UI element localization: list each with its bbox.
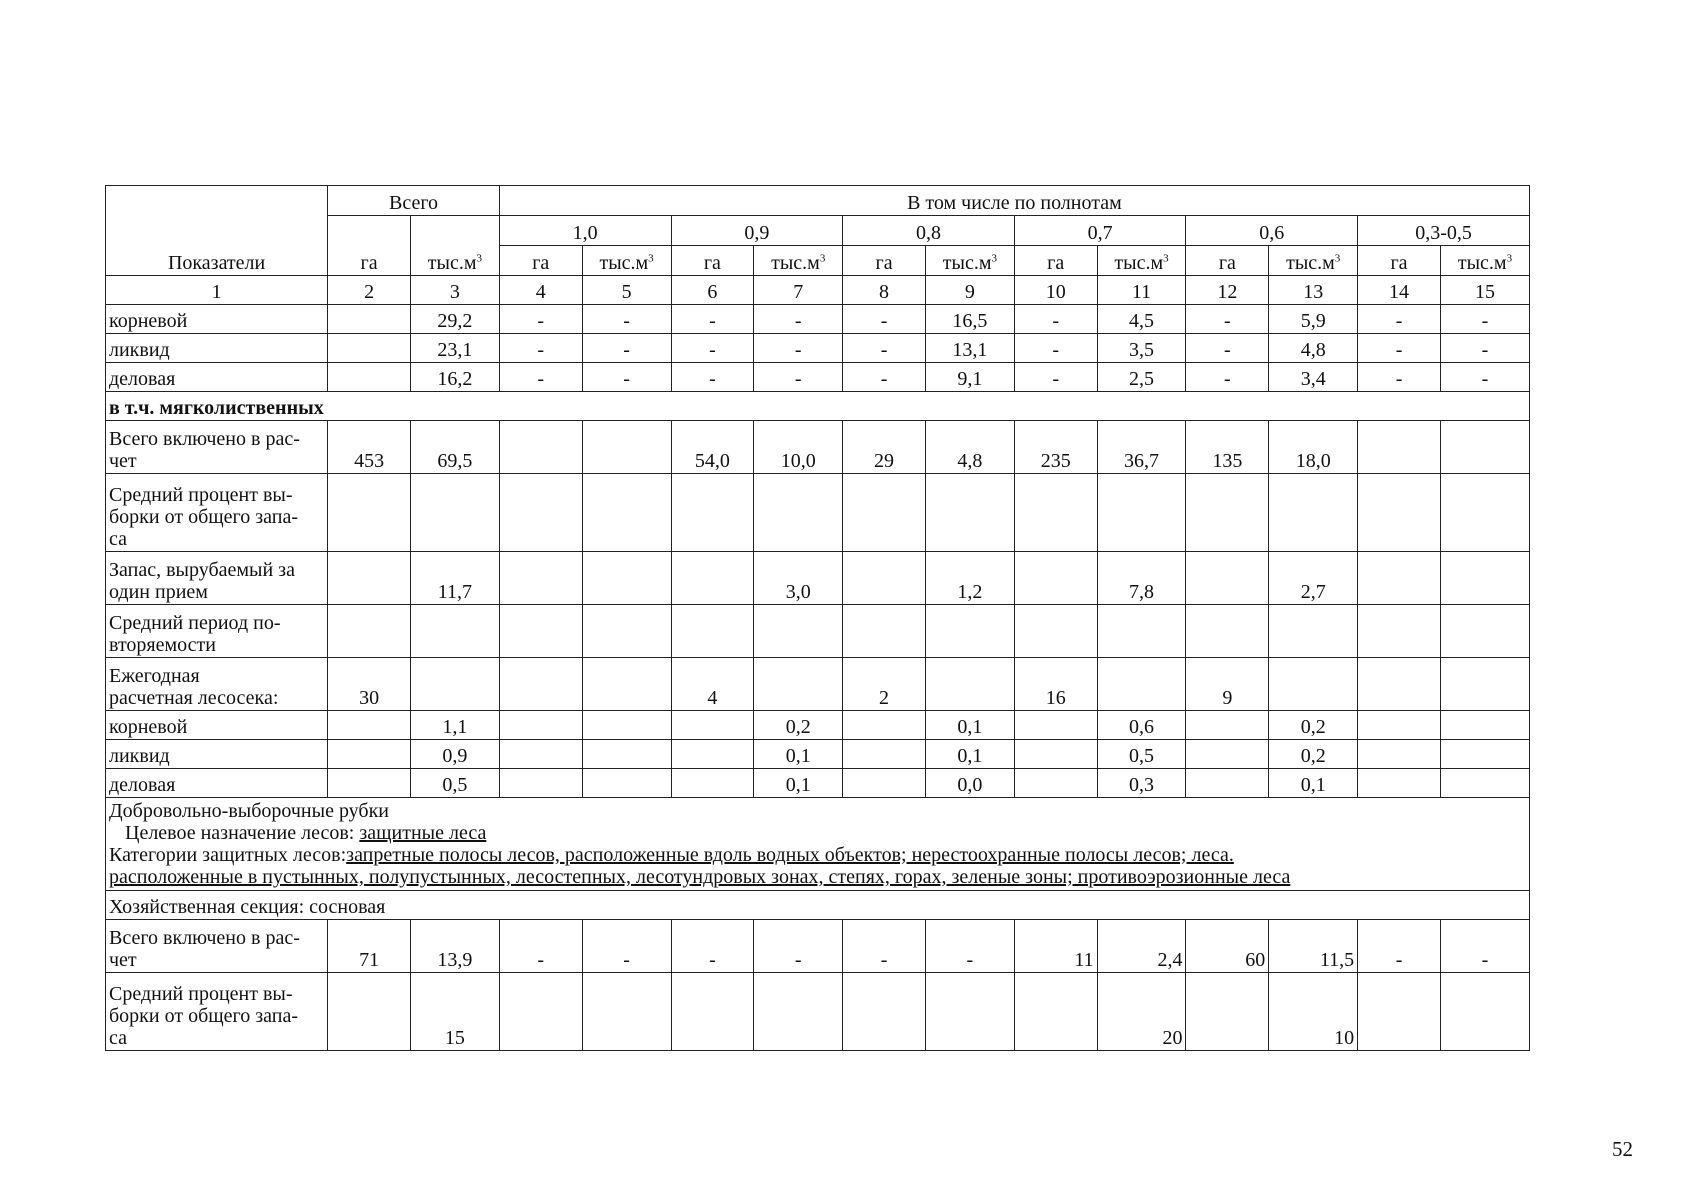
col-number: 10 — [1014, 276, 1097, 305]
col-number: 11 — [1097, 276, 1186, 305]
table-cell: - — [925, 920, 1014, 973]
table-cell: 0,0 — [925, 769, 1014, 798]
table-cell: - — [671, 334, 754, 363]
table-cell: 2,5 — [1097, 363, 1186, 392]
table-cell: 1,2 — [925, 552, 1014, 605]
header-unit-ha: га — [671, 246, 754, 276]
header-density-2: 0,9 — [671, 216, 843, 246]
col-number: 2 — [328, 276, 411, 305]
table-cell — [671, 740, 754, 769]
table-cell: - — [671, 920, 754, 973]
table-cell: - — [582, 334, 671, 363]
table-cell — [1440, 605, 1529, 658]
table-cell — [843, 474, 926, 552]
table-cell: - — [1358, 920, 1441, 973]
table-cell — [925, 474, 1014, 552]
cutting-type: Добровольно-выборочные рубки — [109, 800, 390, 822]
table-cell — [499, 711, 582, 740]
table-cell: 16 — [1014, 658, 1097, 711]
table-cell — [843, 552, 926, 605]
table-cell: 20 — [1097, 973, 1186, 1051]
table-cell — [1358, 740, 1441, 769]
table-cell — [499, 769, 582, 798]
header-unit-ha: га — [1186, 246, 1269, 276]
table-cell — [499, 605, 582, 658]
table-cell — [328, 740, 411, 769]
header-total-ha: га — [328, 216, 411, 276]
row-label: Средний период по- вторяемости — [106, 605, 328, 658]
row-label: Запас, вырубаемый за один прием — [106, 552, 328, 605]
table-cell — [754, 658, 843, 711]
header-unit-vol: $тыс.м^3$ — [582, 246, 671, 276]
table-cell: - — [582, 305, 671, 334]
table-cell: 54,0 — [671, 421, 754, 474]
table-cell: 0,5 — [410, 769, 499, 798]
col-number: 3 — [410, 276, 499, 305]
table-cell: - — [1186, 363, 1269, 392]
notes-cell — [106, 798, 1530, 891]
table-cell: - — [843, 363, 926, 392]
section-row — [106, 392, 1530, 421]
header-density-5: 0,6 — [1186, 216, 1358, 246]
table-cell: 0,2 — [754, 711, 843, 740]
page-number: 52 — [1612, 1137, 1633, 1161]
table-cell: 0,1 — [925, 711, 1014, 740]
table-cell: 7,8 — [1097, 552, 1186, 605]
table-cell — [1186, 973, 1269, 1051]
table-row — [106, 605, 1530, 658]
row-label: деловая — [106, 363, 328, 392]
table-cell — [582, 552, 671, 605]
table-cell — [1014, 605, 1097, 658]
table-cell — [1440, 474, 1529, 552]
table-row — [106, 920, 1530, 973]
table-row — [106, 363, 1530, 392]
table-cell — [1014, 474, 1097, 552]
table-cell: 3,4 — [1269, 363, 1358, 392]
table-row — [106, 334, 1530, 363]
table-cell — [1186, 552, 1269, 605]
table-cell: - — [1440, 363, 1529, 392]
table-cell: 10,0 — [754, 421, 843, 474]
table-cell — [1358, 474, 1441, 552]
table-cell — [328, 363, 411, 392]
col-number: 12 — [1186, 276, 1269, 305]
table-cell: 0,5 — [1097, 740, 1186, 769]
table-row — [106, 305, 1530, 334]
header-unit-vol: $тыс.м^3$ — [1097, 246, 1186, 276]
table-cell: 0,6 — [1097, 711, 1186, 740]
table-cell: - — [1358, 363, 1441, 392]
table-cell — [499, 421, 582, 474]
row-label: корневой — [106, 711, 328, 740]
table-cell — [1014, 552, 1097, 605]
table-cell: - — [499, 334, 582, 363]
table-cell — [671, 711, 754, 740]
header-density-3: 0,8 — [843, 216, 1015, 246]
col-number: 6 — [671, 276, 754, 305]
table-cell: 60 — [1186, 920, 1269, 973]
header-unit-ha: га — [843, 246, 926, 276]
section-soft-heading: в т.ч. мягколиственных — [106, 392, 1530, 421]
table-cell: 453 — [328, 421, 411, 474]
col-number: 5 — [582, 276, 671, 305]
table-cell — [1186, 740, 1269, 769]
table-cell: 4,8 — [1269, 334, 1358, 363]
table-cell — [1440, 421, 1529, 474]
table-cell — [925, 605, 1014, 658]
table-cell: - — [499, 305, 582, 334]
table-cell: - — [754, 363, 843, 392]
table-cell — [1269, 658, 1358, 711]
table-cell — [843, 740, 926, 769]
header-row-1 — [106, 186, 1530, 216]
table-cell — [925, 973, 1014, 1051]
table-cell: 4,8 — [925, 421, 1014, 474]
table-cell — [925, 658, 1014, 711]
table-cell — [328, 605, 411, 658]
col-number: 9 — [925, 276, 1014, 305]
table-cell: - — [754, 305, 843, 334]
section-row — [106, 891, 1530, 920]
table-cell: 0,1 — [925, 740, 1014, 769]
table-row — [106, 421, 1530, 474]
table-cell — [582, 421, 671, 474]
col-number: 7 — [754, 276, 843, 305]
table-cell — [582, 740, 671, 769]
table-cell: - — [754, 920, 843, 973]
table-cell — [1358, 552, 1441, 605]
table-row — [106, 552, 1530, 605]
notes-row — [106, 798, 1530, 891]
table-cell: 69,5 — [410, 421, 499, 474]
table-cell — [1440, 769, 1529, 798]
table-cell: 11,5 — [1269, 920, 1358, 973]
table-cell: - — [754, 334, 843, 363]
table-cell — [328, 711, 411, 740]
table-cell: 0,1 — [1269, 769, 1358, 798]
row-label: ликвид — [106, 334, 328, 363]
table-cell: 3,5 — [1097, 334, 1186, 363]
table-cell — [671, 605, 754, 658]
table-cell: 1,1 — [410, 711, 499, 740]
table-cell: 2 — [843, 658, 926, 711]
table-cell — [582, 605, 671, 658]
table-cell: 4,5 — [1097, 305, 1186, 334]
table-cell: - — [1440, 334, 1529, 363]
table-cell: 5,9 — [1269, 305, 1358, 334]
table-cell: 71 — [328, 920, 411, 973]
table-cell: 0,3 — [1097, 769, 1186, 798]
header-unit-ha: га — [1358, 246, 1441, 276]
table-cell — [1014, 769, 1097, 798]
table-row — [106, 769, 1530, 798]
table-cell — [1097, 658, 1186, 711]
table-cell — [328, 769, 411, 798]
table-cell — [1440, 740, 1529, 769]
row-label: Всего включено в рас- чет — [106, 421, 328, 474]
table-cell: - — [1186, 334, 1269, 363]
table-cell: - — [843, 920, 926, 973]
header-unit-vol: $тыс.м^3$ — [1269, 246, 1358, 276]
row-label: Ежегодная расчетная лесосека: — [106, 658, 328, 711]
table-cell — [499, 973, 582, 1051]
table-cell — [410, 658, 499, 711]
table-cell: - — [1186, 305, 1269, 334]
table-cell — [1358, 711, 1441, 740]
table-cell — [671, 552, 754, 605]
col-number: 4 — [499, 276, 582, 305]
table-cell — [1269, 474, 1358, 552]
table-row — [106, 973, 1530, 1051]
table-cell — [499, 552, 582, 605]
table-cell — [1440, 552, 1529, 605]
table-cell — [1097, 605, 1186, 658]
table-cell: 30 — [328, 658, 411, 711]
table-cell: - — [582, 920, 671, 973]
col-number: 8 — [843, 276, 926, 305]
table-cell: - — [1440, 305, 1529, 334]
column-numbers-row — [106, 276, 1530, 305]
table-cell: - — [1014, 363, 1097, 392]
table-cell: 2,4 — [1097, 920, 1186, 973]
table-cell: 0,2 — [1269, 711, 1358, 740]
table-cell — [1440, 973, 1529, 1051]
table-cell — [1358, 605, 1441, 658]
table-cell — [754, 605, 843, 658]
table-cell: 0,1 — [754, 740, 843, 769]
table-cell: - — [1440, 920, 1529, 973]
table-cell — [410, 474, 499, 552]
row-label: деловая — [106, 769, 328, 798]
header-total: Всего — [328, 186, 500, 216]
table-cell: 3,0 — [754, 552, 843, 605]
table-cell: 29 — [843, 421, 926, 474]
table-row — [106, 474, 1530, 552]
table-cell: 11 — [1014, 920, 1097, 973]
table-cell: 16,5 — [925, 305, 1014, 334]
table-cell — [754, 973, 843, 1051]
table-cell — [843, 605, 926, 658]
table-cell — [328, 474, 411, 552]
table-cell — [1440, 711, 1529, 740]
header-total-vol: $тыс.м^3$ — [410, 216, 499, 276]
table-cell — [1358, 973, 1441, 1051]
table-cell: - — [582, 363, 671, 392]
table-cell: - — [499, 363, 582, 392]
table-cell — [671, 474, 754, 552]
table-cell — [1440, 658, 1529, 711]
table-row — [106, 658, 1530, 711]
table-cell: - — [1358, 305, 1441, 334]
table-cell — [1269, 605, 1358, 658]
forest-categories-cont: расположенные в пустынных, полупустынных, лесостепных, лесотундровых зонах, степях, горах, зеленые зоны; противоэрозионные леса — [109, 866, 1291, 888]
table-cell: 15 — [410, 973, 499, 1051]
header-unit-ha: га — [1014, 246, 1097, 276]
table-cell — [1097, 474, 1186, 552]
header-unit-vol: $тыс.м^3$ — [754, 246, 843, 276]
table-cell — [1358, 769, 1441, 798]
table-cell: 18,0 — [1269, 421, 1358, 474]
table-cell: 2,7 — [1269, 552, 1358, 605]
table-cell: 13,1 — [925, 334, 1014, 363]
table-cell: 13,9 — [410, 920, 499, 973]
table-cell — [582, 474, 671, 552]
table-cell — [1358, 421, 1441, 474]
table-cell: 36,7 — [1097, 421, 1186, 474]
header-density-4: 0,7 — [1014, 216, 1186, 246]
header-by-density: В том числе по полнотам — [499, 186, 1529, 216]
table-cell — [582, 973, 671, 1051]
table-cell: 16,2 — [410, 363, 499, 392]
table-cell — [499, 658, 582, 711]
table-cell: 29,2 — [410, 305, 499, 334]
table-cell: - — [499, 920, 582, 973]
table-cell: 0,9 — [410, 740, 499, 769]
table-cell — [1014, 973, 1097, 1051]
table-cell — [328, 552, 411, 605]
header-indicators: Показатели — [106, 186, 328, 276]
table-cell: 10 — [1269, 973, 1358, 1051]
table-cell — [843, 769, 926, 798]
table-cell — [1014, 711, 1097, 740]
table-cell — [1186, 769, 1269, 798]
forest-purpose: Целевое назначение лесов: защитные леса — [125, 822, 487, 844]
table-cell: 0,1 — [754, 769, 843, 798]
table-cell — [754, 474, 843, 552]
header-density-1: 1,0 — [499, 216, 671, 246]
row-label: корневой — [106, 305, 328, 334]
table-cell — [1014, 740, 1097, 769]
table-cell — [671, 973, 754, 1051]
col-number: 14 — [1358, 276, 1441, 305]
table-cell: 235 — [1014, 421, 1097, 474]
table-cell: - — [843, 334, 926, 363]
table-cell — [328, 305, 411, 334]
table-cell — [671, 769, 754, 798]
header-density-6: 0,3-0,5 — [1358, 216, 1530, 246]
table-cell: 135 — [1186, 421, 1269, 474]
table-cell: 23,1 — [410, 334, 499, 363]
table-cell: 0,2 — [1269, 740, 1358, 769]
table-cell: - — [1014, 334, 1097, 363]
table-cell — [328, 334, 411, 363]
table-cell — [328, 973, 411, 1051]
col-number: 1 — [106, 276, 328, 305]
table-cell: - — [671, 363, 754, 392]
table-cell: 11,7 — [410, 552, 499, 605]
row-label: Всего включено в рас- чет — [106, 920, 328, 973]
forest-indicators-table — [105, 185, 1530, 1051]
header-unit-ha: га — [499, 246, 582, 276]
table-row — [106, 740, 1530, 769]
table-cell — [499, 740, 582, 769]
table-cell — [843, 711, 926, 740]
table-cell: - — [671, 305, 754, 334]
table-cell — [582, 711, 671, 740]
table-cell — [1186, 605, 1269, 658]
table-cell — [582, 769, 671, 798]
table-cell: 9 — [1186, 658, 1269, 711]
table-cell — [1186, 711, 1269, 740]
header-unit-vol: $тыс.м^3$ — [925, 246, 1014, 276]
table-cell: - — [1358, 334, 1441, 363]
table-row — [106, 711, 1530, 740]
forest-categories: Категории защитных лесов:запретные полосы лесов, расположенные вдоль водных объектов; нерестоохранные полосы лесов; леса. — [109, 844, 1234, 866]
table-cell — [1186, 474, 1269, 552]
col-number: 13 — [1269, 276, 1358, 305]
header-unit-vol: $тыс.м^3$ — [1440, 246, 1529, 276]
col-number: 15 — [1440, 276, 1529, 305]
table-cell — [582, 658, 671, 711]
row-label: Средний процент вы- борки от общего запа- са — [106, 973, 328, 1051]
table-cell: 4 — [671, 658, 754, 711]
table-cell — [499, 474, 582, 552]
row-label: ликвид — [106, 740, 328, 769]
row-label: Средний процент вы- борки от общего запа- са — [106, 474, 328, 552]
table-cell — [843, 973, 926, 1051]
table-cell — [1358, 658, 1441, 711]
table-cell: - — [843, 305, 926, 334]
economic-section: Хозяйственная секция: сосновая — [106, 891, 1530, 920]
table-cell: - — [1014, 305, 1097, 334]
table-cell: 9,1 — [925, 363, 1014, 392]
table-cell — [410, 605, 499, 658]
